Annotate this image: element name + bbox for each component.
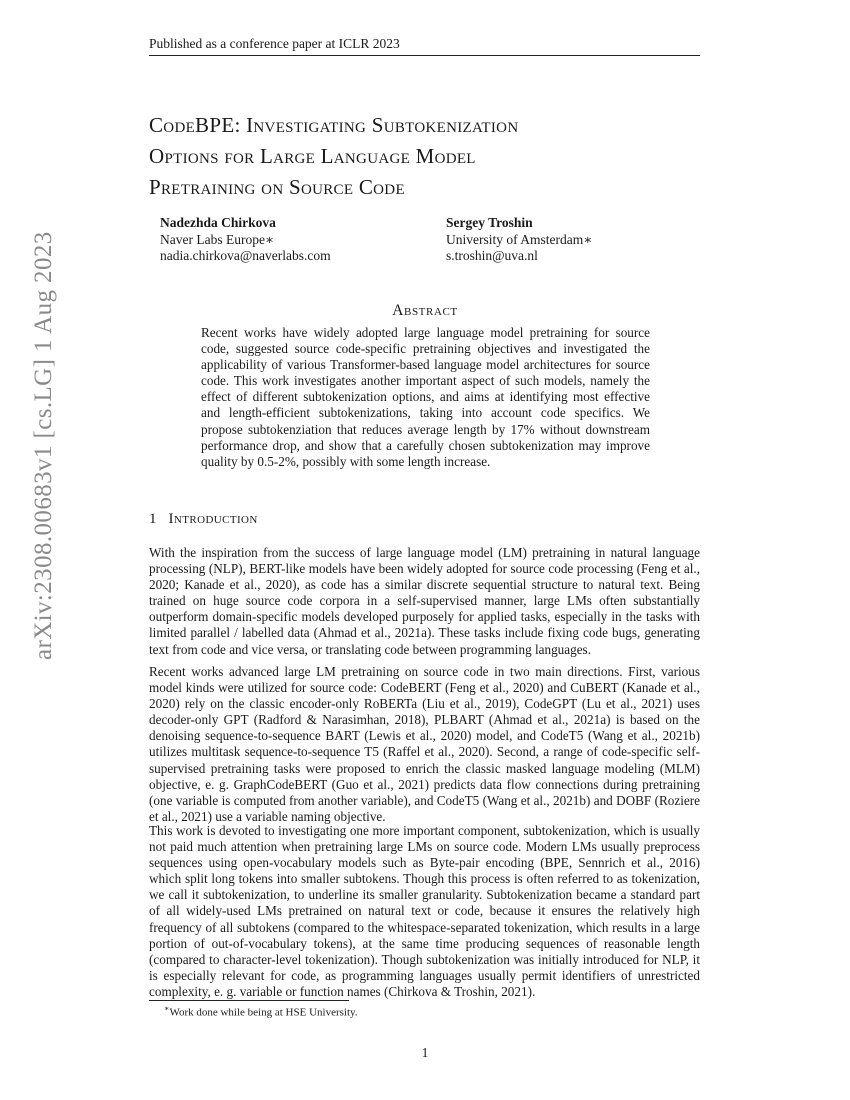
header-rule [149, 55, 700, 56]
author-affiliation: University of Amsterdam∗ [446, 231, 593, 247]
footnote-rule [149, 1000, 349, 1001]
intro-paragraph-2: Recent works advanced large LM pretraining on source code in two main directions. First, various model kinds were utilized for source code: CodeBERT (Feng et al., 2020) and CuBERT (Kanade et al., 2020) rely on the classic encoder-only RoBERTa (Liu et al., 2019), CodeGPT (Lu et al., 2021) uses decoder-only GPT (Radford & Narasimhan, 2018), PLBART (Ahmad et al., 2021a) is based on the denoising sequence-to-sequence BART (Lewis et al., 2020) model, and CodeT5 (Wang et al., 2021b) utilizes multitask sequence-to-sequence T5 (Raffel et al., 2020). Second, a range of code-specific self-supervised pretraining tasks were proposed to enrich the classic masked language modeling (MLM) objective, e. g. GraphCodeBERT (Guo et al., 2021) predicts data flow connections during pretraining (one variable is computed from another variable), and CodeT5 (Wang et al., 2021b) and DOBF (Roziere et al., 2021) use a variable naming objective. [149, 664, 700, 824]
abstract-text: Recent works have widely adopted large language model pretraining for source code, suggested source code-specific pretraining objectives and investigated the applicability of various Transformer-based language model architectures for source code. This work investigates another important aspect of such models, namely the effect of different subtokenization options, and aims at identifying most effective and length-efficient subtokenizations, taking into account code specifics. We propose subtokenziation that reduces average length by 17% without downstream performance drop, and show that a carefully chosen subtokenization may improve quality by 0.5-2%, possibly with some length increase. [201, 325, 650, 469]
title-line-2: Options for Large Language Model [149, 144, 476, 168]
abstract-heading: Abstract [392, 302, 458, 319]
title-line-3: Pretraining on Source Code [149, 175, 405, 199]
intro-paragraph-1: With the inspiration from the success of large language model (LM) pretraining in natural language processing (NLP), BERT-like models have been widely adopted for source code processing (Feng et al., 2020; Kanade et al., 2020), as code has a similar discrete sequential structure to natural text. Being trained on huge source code corpora in a self-supervised manner, large LMs often substantially outperform domain-specific models developed purposely for applied tasks, especially in the tasks with limited parallel / labelled data (Ahmad et al., 2021a). These tasks include fixing code bugs, generating text from code and vice versa, or translating code between programming languages. [149, 545, 700, 657]
arxiv-identifier: arXiv:2308.00683v1 [cs.LG] 1 Aug 2023 [30, 231, 57, 660]
author-email: s.troshin@uva.nl [446, 248, 538, 263]
intro-paragraph-3: This work is devoted to investigating one more important component, subtokenization, which is usually not paid much attention when pretraining large LMs on source code. Modern LMs usually preprocess sequences using open-vocabulary models such as Byte-pair encoding (BPE, Sennrich et al., 2016) which split long tokens into smaller subtokens. Though this process is often referred to as tokenization, we call it subtokenization, to underline its smaller granularity. Subtokenization became a standard part of all widely-used LMs pretrained on natural text or code, because it ensures the relatively high frequency of all subtokens (compared to the whitespace-separated tokenization, which results in a large portion of out-of-vocabulary tokens), at the same time producing sequences of reasonable length (compared to character-level tokenization). Though subtokenization was initially introduced for NLP, it is especially relevant for code, as programming languages usually permit identifiers of unrestricted complexity, e. g. variable or function names (Chirkova & Troshin, 2021). [149, 823, 700, 999]
title-line-1: CodeBPE: Investigating Subtokenization [149, 113, 519, 137]
footnote [164, 1004, 358, 1019]
section-title: Introduction [168, 511, 258, 527]
paper-title [149, 110, 518, 203]
author-email: nadia.chirkova@naverlabs.com [160, 248, 331, 263]
author-block-2 [446, 215, 592, 265]
author-block-1 [160, 215, 331, 265]
author-affiliation: Naver Labs Europe∗ [160, 231, 275, 247]
footnote-marker: ∗ [164, 1004, 170, 1013]
author-name: Nadezhda Chirkova [160, 215, 276, 230]
running-header: Published as a conference paper at ICLR 2023 [149, 36, 400, 51]
author-name: Sergey Troshin [446, 215, 533, 230]
footnote-text: Work done while being at HSE University. [169, 1006, 358, 1019]
section-number: 1 [149, 511, 157, 527]
section-heading [149, 511, 258, 528]
page-number: 1 [421, 1045, 429, 1060]
